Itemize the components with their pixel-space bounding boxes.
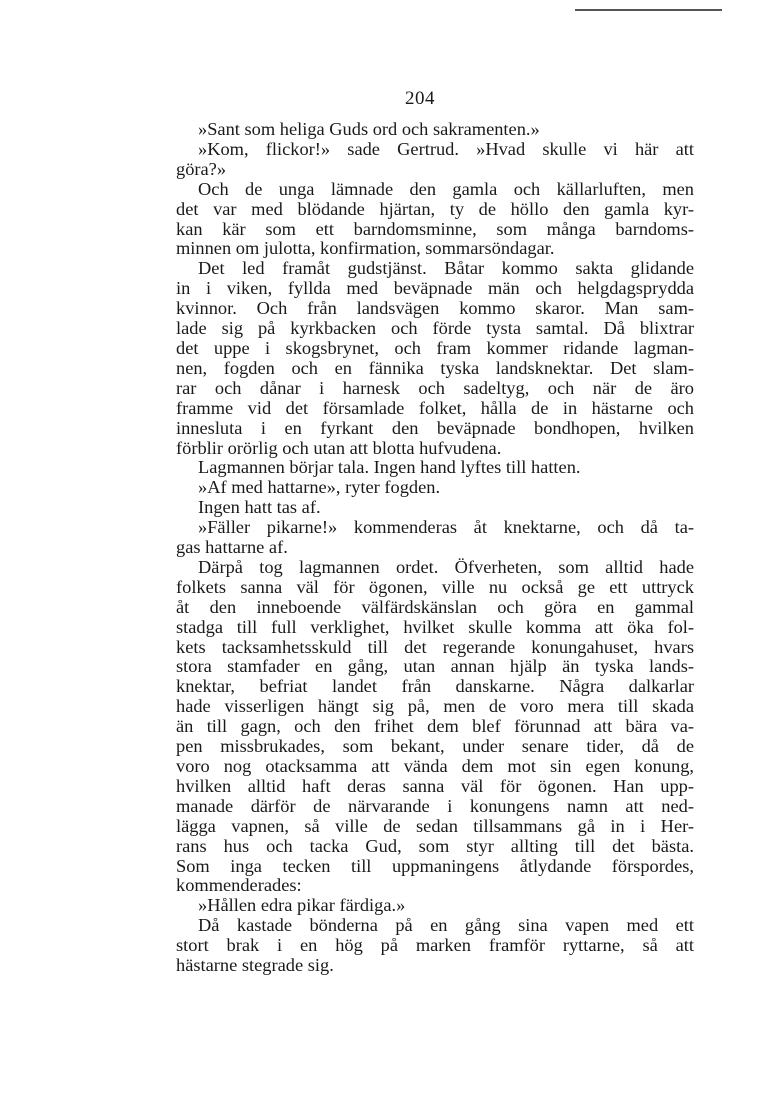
text-line: knektar, befriat landet från danskarne. Några dalkarlar [176, 676, 694, 697]
text-line: nen, fogden och en fännika tyska landsknektar. Det slam- [176, 357, 694, 378]
text-line: göra?» [176, 158, 227, 179]
body-text [176, 120, 694, 976]
text-line: lade sig på kyrkbacken och förde tysta samtal. Då blixtrar [176, 318, 694, 339]
text-line: »Kom, flickor!» sade Gertrud. »Hvad skulle vi här att [198, 138, 694, 159]
text-line: Då kastade bönderna på en gång sina vapen med ett [198, 915, 694, 936]
text-line: pen missbrukades, som bekant, under senare tider, då de [176, 736, 694, 757]
text-line: Därpå tog lagmannen ordet. Öfverheten, som alltid hade [198, 556, 694, 577]
text-line: rans hus och tacka Gud, som styr allting till det bästa. [176, 835, 694, 856]
text-line: hade visserligen hängt sig på, men de voro mera till skada [176, 696, 694, 717]
text-line: stora stamfader en gång, utan annan hjälp än tyska lands- [176, 656, 694, 677]
text-line: »Fäller pikarne!» kommenderas åt knektarne, och då ta- [198, 517, 694, 538]
page-number: 204 [405, 88, 435, 109]
text-line: det var med blödande hjärtan, ty de höllo den gamla kyr- [176, 198, 694, 219]
text-line: kets tacksamhetsskuld till det regerande konungahuset, hvars [176, 636, 694, 657]
text-line: »Sant som heliga Guds ord och sakramenten.» [198, 119, 540, 139]
text-line: manade därför de närvarande i konungens namn att ned- [176, 795, 694, 816]
top-edge-rule [575, 9, 722, 11]
text-line: kommenderades: [176, 875, 302, 896]
text-line: innesluta i en fyrkant den beväpnade bondhopen, hvilken [176, 417, 694, 438]
text-line: kan kär som ett barndomsminne, som många barndoms- [176, 218, 694, 239]
text-line: in i viken, fyllda med beväpnade män och helgdagsprydda [176, 278, 694, 299]
text-line: åt den inneboende välfärdskänslan och göra en gammal [176, 596, 694, 617]
text-line: än till gagn, och den frihet dem blef förunnad att bära va- [176, 716, 694, 737]
text-line: stadga till full verklighet, hvilket skulle komma att öka fol- [176, 616, 694, 637]
text-line: folkets sanna väl för ögonen, ville nu också ge ett uttryck [176, 576, 694, 597]
text-line: lägga vapnen, så ville de sedan tillsammans gå in i Her- [176, 815, 694, 836]
text-line: förblir orörlig och utan att blotta hufvudena. [176, 437, 502, 458]
text-line: »Hållen edra pikar färdiga.» [198, 895, 406, 916]
text-line: »Af med hattarne», ryter fogden. [198, 477, 441, 498]
text-line: minnen om julotta, konfirmation, sommarsöndagar. [176, 238, 555, 259]
text-line: gas hattarne af. [176, 537, 288, 558]
text-line: hvilken alltid haft deras sanna väl för ögonen. Han upp- [176, 775, 694, 796]
text-line: hästarne stegrade sig. [176, 955, 334, 976]
text-line: rar och dånar i harnesk och sadeltyg, och när de äro [176, 377, 694, 398]
text-line: Och de unga lämnade den gamla och källarluften, men [198, 178, 694, 199]
text-line: Lagmannen börjar tala. Ingen hand lyftes till hatten. [198, 457, 581, 478]
text-line: framme vid det församlade folket, hålla de in hästarne och [176, 397, 694, 418]
text-line: Som inga tecken till uppmaningens åtlydande förspordes, [176, 855, 694, 876]
text-line: kvinnor. Och från landsvägen kommo skaror. Man sam- [176, 298, 694, 319]
text-line: Ingen hatt tas af. [198, 497, 321, 518]
text-line: stort brak i en hög på marken framför ryttarne, så att [176, 935, 694, 956]
text-line: voro nog otacksamma att vända dem mot sin egen konung, [176, 756, 694, 776]
text-line: det uppe i skogsbrynet, och fram kommer ridande lagman- [176, 337, 694, 358]
text-line: Det led framåt gudstjänst. Båtar kommo sakta glidande [198, 258, 694, 279]
